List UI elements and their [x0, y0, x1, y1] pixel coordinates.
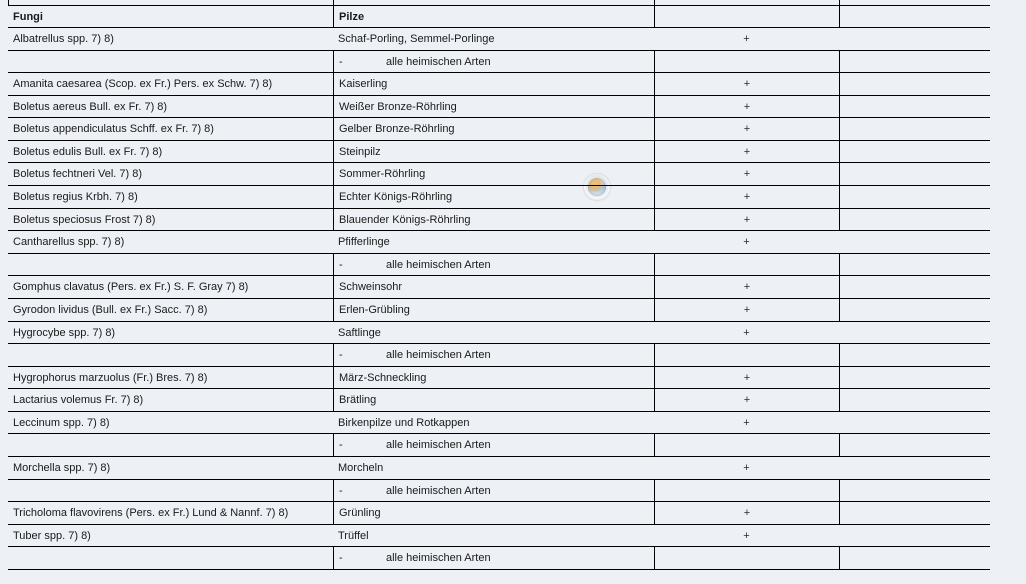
cell-empty	[839, 118, 990, 140]
cell-latin: Boletus edulis Bull. ex Fr. 7) 8)	[13, 145, 163, 158]
german-name: alle heimischen Arten	[386, 439, 491, 452]
cell-german	[333, 73, 654, 95]
plus-mark: +	[743, 191, 751, 204]
cell-empty	[839, 96, 990, 118]
cell-german	[333, 0, 654, 5]
cell-latin	[8, 434, 333, 456]
cell-status	[654, 547, 839, 569]
cell-german	[333, 480, 654, 502]
cell-german	[333, 299, 654, 321]
german-name: alle heimischen Arten	[386, 258, 491, 271]
plus-mark: +	[743, 123, 751, 136]
plus-mark: +	[743, 281, 751, 294]
cell-status	[654, 186, 839, 208]
cell-german	[333, 457, 654, 479]
cell-status	[654, 389, 839, 411]
cell-empty	[839, 231, 990, 253]
table-row	[8, 434, 990, 457]
german-name: Trüffel	[338, 529, 369, 542]
cell-german	[333, 118, 654, 140]
cell-empty	[839, 389, 990, 411]
cell-latin: Boletus appendiculatus Schff. ex Fr. 7) 8)	[13, 123, 214, 136]
cell-status	[654, 412, 839, 434]
plus-mark: +	[743, 326, 750, 339]
table-row	[8, 547, 990, 570]
cell-german	[333, 209, 654, 231]
cell-latin	[8, 547, 333, 569]
cell-german	[333, 276, 654, 298]
cell-status	[654, 367, 839, 389]
plus-mark: +	[743, 213, 751, 226]
table-header-row	[8, 6, 990, 28]
cell-german	[333, 96, 654, 118]
cell-german	[333, 254, 654, 276]
cell-empty	[839, 51, 990, 73]
plus-mark: +	[743, 416, 750, 429]
cell-german	[333, 412, 654, 434]
german-name: alle heimischen Arten	[386, 484, 491, 497]
cell-status	[654, 502, 839, 524]
cell-german	[333, 231, 654, 253]
table-row	[8, 344, 990, 367]
species-table	[8, 0, 990, 570]
cell-empty	[839, 547, 990, 569]
dash: -	[339, 349, 343, 362]
cell-status	[654, 96, 839, 118]
cell-status	[654, 276, 839, 298]
german-name: alle heimischen Arten	[386, 552, 491, 565]
cell-empty	[839, 276, 990, 298]
cell-empty	[839, 73, 990, 95]
plus-mark: +	[743, 371, 751, 384]
dash: -	[339, 258, 343, 271]
cell-latin: Cantharellus spp. 7) 8)	[13, 236, 125, 249]
cell-latin: Boletus regius Krbh. 7) 8)	[13, 191, 138, 204]
cell-german	[333, 322, 654, 344]
table-row	[8, 254, 990, 277]
cell-latin	[8, 344, 333, 366]
cell-german	[333, 141, 654, 163]
header-cell-status	[654, 6, 839, 27]
cell-status	[654, 0, 839, 5]
cell-latin	[8, 0, 333, 5]
cell-latin: Boletus fechtneri Vel. 7) 8)	[13, 168, 143, 181]
cell-empty	[839, 367, 990, 389]
plus-mark: +	[743, 461, 750, 474]
german-name: Grünling	[339, 507, 381, 520]
german-name: Morcheln	[338, 461, 384, 474]
cell-german	[333, 51, 654, 73]
plus-mark: +	[743, 78, 751, 91]
plus-mark: +	[743, 507, 751, 520]
cell-status	[654, 254, 839, 276]
german-name: alle heimischen Arten	[386, 55, 491, 68]
german-name: Echter Königs-Röhrling	[339, 191, 453, 204]
cell-empty	[839, 0, 990, 5]
table-row	[8, 186, 990, 209]
cell-empty	[839, 480, 990, 502]
dash: -	[339, 552, 343, 565]
cell-latin: Hygrocybe spp. 7) 8)	[13, 326, 116, 339]
table-row	[8, 299, 990, 322]
german-name: Birkenpilze und Rotkappen	[338, 416, 470, 429]
cell-latin: Gyrodon lividus (Bull. ex Fr.) Sacc. 7) 8)	[13, 303, 208, 316]
german-name: Brätling	[339, 394, 377, 407]
cell-empty	[839, 28, 990, 50]
german-name: Saftlinge	[338, 326, 381, 339]
cell-status	[654, 73, 839, 95]
cell-latin: Hygrophorus marzuolus (Fr.) Bres. 7) 8)	[13, 371, 208, 384]
table-row	[8, 141, 990, 164]
german-name: Blauender Königs-Röhrling	[339, 213, 471, 226]
cell-status	[654, 434, 839, 456]
cell-empty	[839, 457, 990, 479]
cell-status	[654, 299, 839, 321]
cell-german	[333, 547, 654, 569]
cell-latin: Tuber spp. 7) 8)	[13, 529, 91, 542]
table-row	[8, 163, 990, 186]
cell-german	[333, 28, 654, 50]
table-row	[8, 412, 990, 435]
cell-latin: Leccinum spp. 7) 8)	[13, 416, 110, 429]
table-row	[8, 96, 990, 119]
cell-status	[654, 163, 839, 185]
cell-german	[333, 389, 654, 411]
german-name: Steinpilz	[339, 145, 381, 158]
german-name: Kaiserling	[339, 78, 388, 91]
cell-german	[333, 344, 654, 366]
cell-empty	[839, 163, 990, 185]
german-name: alle heimischen Arten	[386, 349, 491, 362]
plus-mark: +	[743, 394, 751, 407]
table-row	[8, 525, 990, 548]
cell-status	[654, 525, 839, 547]
table-row	[8, 209, 990, 232]
table-row	[8, 502, 990, 525]
header-cell-empty	[839, 6, 990, 27]
plus-mark: +	[743, 529, 750, 542]
cell-empty	[839, 254, 990, 276]
table-row	[8, 231, 990, 254]
table-row	[8, 118, 990, 141]
cell-german	[333, 525, 654, 547]
cell-status	[654, 141, 839, 163]
german-name: Pfifferlinge	[338, 236, 390, 249]
cell-latin	[8, 480, 333, 502]
cell-latin: Amanita caesarea (Scop. ex Fr.) Pers. ex Schw. 7) 8)	[13, 78, 273, 91]
table-row	[8, 51, 990, 74]
cell-empty	[839, 141, 990, 163]
cell-status	[654, 118, 839, 140]
german-name: Schweinsohr	[339, 281, 402, 294]
table-row	[8, 480, 990, 503]
german-name: Sommer-Röhrling	[339, 168, 426, 181]
cell-status	[654, 322, 839, 344]
cell-status	[654, 480, 839, 502]
cell-status	[654, 209, 839, 231]
plus-mark: +	[743, 33, 750, 45]
header-cell-fungi: Fungi	[13, 11, 43, 23]
cell-latin	[8, 51, 333, 73]
plus-mark: +	[743, 303, 751, 316]
cell-german	[333, 434, 654, 456]
cell-status	[654, 51, 839, 73]
plus-mark: +	[743, 100, 751, 113]
cell-german	[333, 502, 654, 524]
cell-status	[654, 28, 839, 50]
german-name: Erlen-Grübling	[339, 303, 410, 316]
cell-latin: Albatrellus spp. 7) 8)	[13, 33, 114, 45]
plus-mark: +	[743, 236, 750, 249]
german-name: März-Schneckling	[339, 371, 427, 384]
table-row	[8, 28, 990, 51]
cell-german	[333, 367, 654, 389]
table-row	[8, 322, 990, 345]
cell-latin: Lactarius volemus Fr. 7) 8)	[13, 394, 144, 407]
cell-status	[654, 457, 839, 479]
table-row	[8, 367, 990, 390]
german-name: Weißer Bronze-Röhrling	[339, 100, 457, 113]
cell-german	[333, 163, 654, 185]
cell-latin: Gomphus clavatus (Pers. ex Fr.) S. F. Gray 7) 8)	[13, 281, 249, 294]
cell-latin: Morchella spp. 7) 8)	[13, 461, 111, 474]
cell-empty	[839, 186, 990, 208]
dash: -	[339, 484, 343, 497]
cell-empty	[839, 209, 990, 231]
cell-german	[333, 186, 654, 208]
cell-empty	[839, 412, 990, 434]
cell-latin: Tricholoma flavovirens (Pers. ex Fr.) Lund & Nannf. 7) 8)	[13, 507, 289, 520]
dash: -	[339, 439, 343, 452]
cell-empty	[839, 299, 990, 321]
cell-latin: Boletus aereus Bull. ex Fr. 7) 8)	[13, 100, 168, 113]
table-row	[8, 457, 990, 480]
dash: -	[339, 55, 343, 68]
plus-mark: +	[743, 168, 751, 181]
cell-status	[654, 231, 839, 253]
cell-empty	[839, 502, 990, 524]
species-table-body	[8, 28, 990, 570]
cell-empty	[839, 434, 990, 456]
table-row	[8, 389, 990, 412]
header-cell-pilze: Pilze	[333, 6, 654, 27]
german-name: Gelber Bronze-Röhrling	[339, 123, 455, 136]
cell-status	[654, 344, 839, 366]
table-row	[8, 73, 990, 96]
table-row	[8, 276, 990, 299]
cell-empty	[839, 525, 990, 547]
german-name: Schaf-Porling, Semmel-Porlinge	[338, 33, 495, 45]
cell-empty	[839, 322, 990, 344]
cell-empty	[839, 344, 990, 366]
cell-latin: Boletus speciosus Frost 7) 8)	[13, 213, 156, 226]
cell-latin	[8, 254, 333, 276]
plus-mark: +	[743, 145, 751, 158]
